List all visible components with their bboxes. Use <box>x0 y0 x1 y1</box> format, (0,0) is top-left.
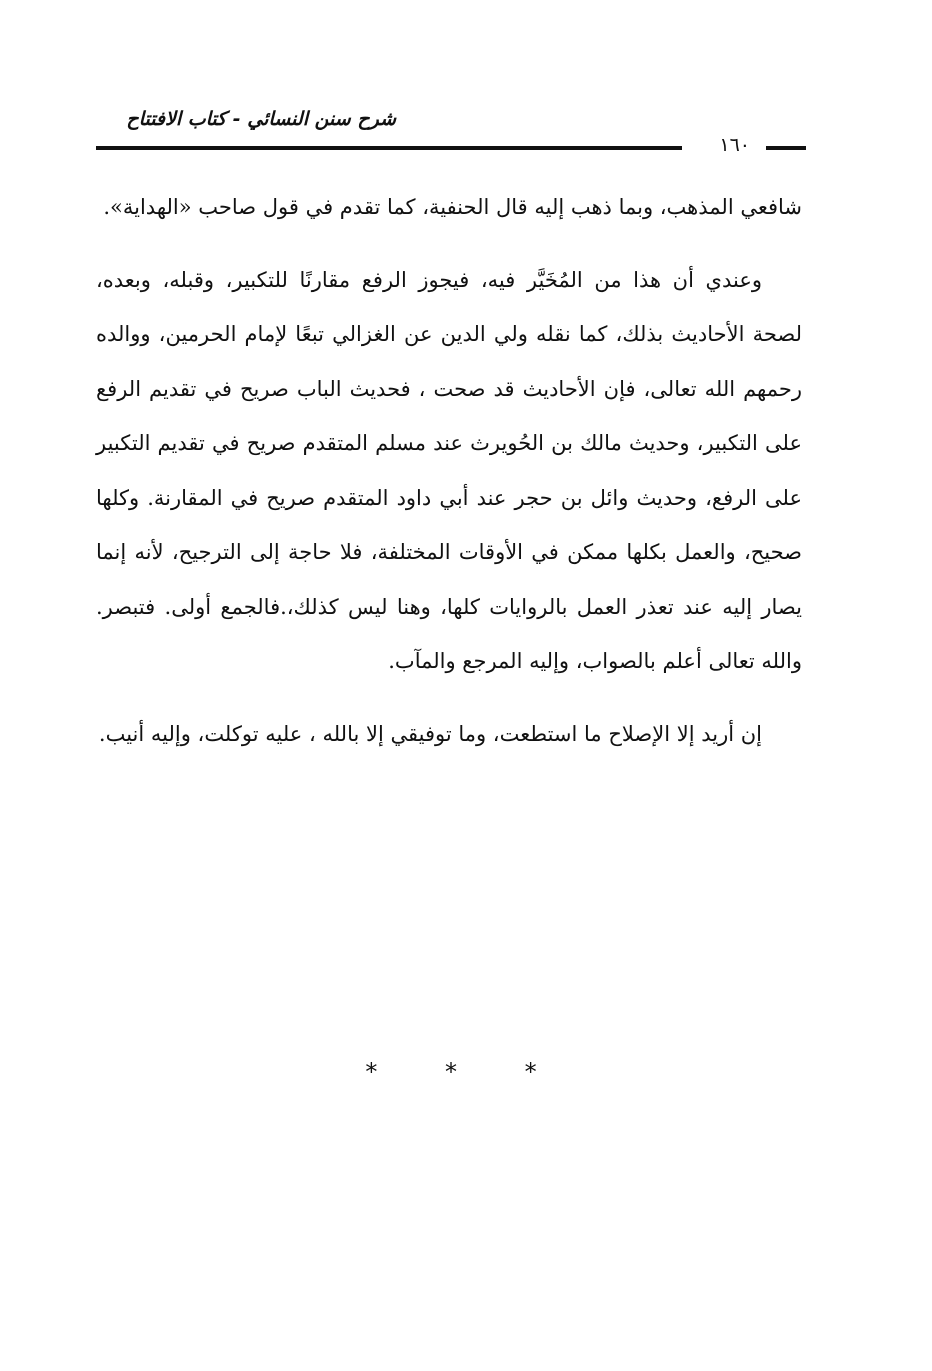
header-rule <box>96 146 682 150</box>
running-header <box>96 108 806 158</box>
header-rule-short <box>766 146 806 150</box>
body-text <box>96 180 802 779</box>
section-separator: * * * <box>365 1058 567 1086</box>
paragraph-1: شافعي المذهب، وبما ذهب إليه قال الحنفية، كما تقدم في قول صاحب «الهداية». <box>103 195 802 219</box>
header-title: شرح سنن النسائي - كتاب الافتتاح <box>126 108 396 130</box>
paragraph-3: إن أريد إلا الإصلاح ما استطعت، وما توفيقي إلا بالله ، عليه توكلت، وإليه أنيب. <box>98 721 762 746</box>
page-number: ١٦٠ <box>719 134 750 156</box>
paragraph-2: وعندي أن هذا من المُخَيَّر فيه، فيجوز الرفع مقارنًا للتكبير، وقبله، وبعده، لصحة الأحاديث بذلك، كما نقله ولي الدين عن الغزالي تبعًا لإمام الحرمين، ووالده رحمهم الله تعالى، فإن الأحاديث قد صحت ، فحديث الباب صريح في تقديم الرفع على التكبير، وحديث مالك بن الحُويرث عند مسلم المتقدم صريح في تقديم التكبير على الرفع، وحديث وائل بن حجر عند أبي داود المتقدم صريح في المقارنة. وكلها صحيح، والعمل بكلها ممكن في الأوقات المختلفة، فلا حاجة إلى الترجيح، لأنه إنما يصار إليه عند تعذر العمل بالروايات كلها، وهنا ليس كذلك،.فالجمع أولى. فتبصر. والله تعالى أعلم بالصواب، وإليه المرجع والمآب. <box>96 267 802 673</box>
